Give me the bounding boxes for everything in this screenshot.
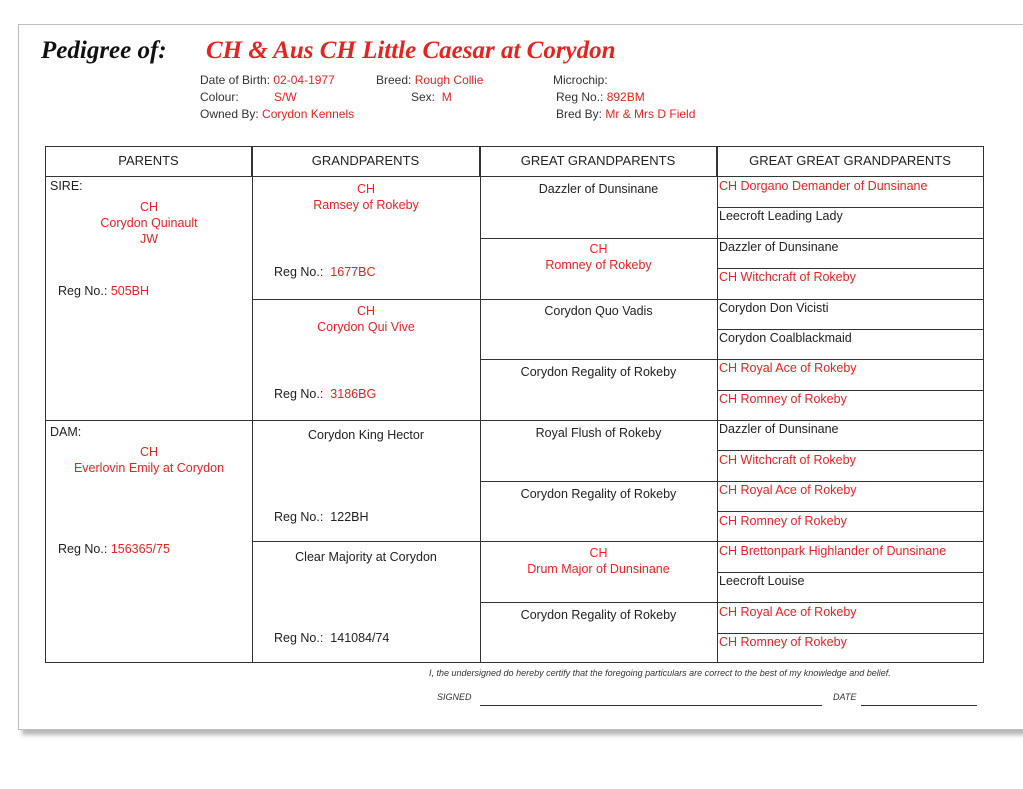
great-grandparent-1-name: Dazzler of Dunsinane	[538, 182, 659, 196]
great-great-12: CH Romney of Rokeby	[719, 514, 847, 528]
breed-row	[376, 73, 483, 87]
great-grandparent-7-title: CH	[589, 546, 608, 560]
row-divider	[46, 420, 252, 421]
great-great-10: CH Witchcraft of Rokeby	[719, 453, 856, 467]
bred-value: Mr & Mrs D Field	[605, 107, 696, 121]
signed-label: SIGNED	[437, 692, 472, 702]
page-title-label: Pedigree of:	[41, 37, 167, 64]
header-grandparents: GRANDPARENTS	[252, 147, 480, 177]
sex-value: M	[441, 90, 452, 104]
owned-row	[200, 107, 354, 121]
grandparent-1-name: Ramsey of Rokeby	[313, 198, 419, 212]
sire-role: SIRE:	[50, 179, 83, 193]
dam-reg	[58, 541, 170, 557]
grandparent-3-reg-label: Reg No.:	[274, 510, 324, 524]
dob-label: Date of Birth:	[200, 73, 271, 87]
row-divider	[480, 299, 717, 300]
dam-reg-label: Reg No.:	[58, 542, 108, 556]
great-great-2: Leecroft Leading Lady	[719, 209, 843, 223]
row-divider	[717, 602, 983, 603]
great-great-16: CH Romney of Rokeby	[719, 635, 847, 649]
pedigree-sheet	[18, 24, 1023, 730]
grandparent-4-reg	[274, 630, 389, 646]
header-great-great-grandparents: GREAT GREAT GRANDPARENTS	[717, 147, 983, 177]
row-divider	[717, 511, 983, 512]
row-divider	[480, 481, 717, 482]
row-divider	[252, 541, 480, 542]
regno-label: Reg No.:	[556, 90, 604, 104]
bred-label: Bred By:	[556, 107, 603, 121]
colour-row	[200, 90, 239, 104]
great-grandparent-8-name: Corydon Regality of Rokeby	[520, 608, 677, 622]
row-divider	[480, 359, 717, 360]
dob-value: 02-04-1977	[273, 73, 335, 87]
grandparent-1-reg	[274, 264, 375, 280]
grandparent-1-reg-value: 1677BC	[330, 265, 376, 279]
great-great-7: CH Royal Ace of Rokeby	[719, 361, 857, 375]
row-divider	[480, 541, 717, 542]
sire-title: CH	[139, 200, 159, 214]
great-grandparent-2-name: Romney of Rokeby	[545, 258, 652, 272]
row-divider	[252, 420, 480, 421]
signature-line[interactable]	[480, 705, 822, 706]
grandparent-2-reg-label: Reg No.:	[274, 387, 324, 401]
great-great-15: CH Royal Ace of Rokeby	[719, 605, 857, 619]
row-divider	[480, 238, 717, 239]
regno-value: 892BM	[606, 90, 645, 104]
great-great-5: Corydon Don Vicisti	[719, 301, 829, 315]
grandparent-3-reg	[274, 509, 369, 525]
grandparent-4-name: Clear Majority at Corydon	[295, 550, 437, 564]
column-divider	[717, 147, 718, 662]
great-great-13: CH Brettonpark Highlander of Dunsinane	[719, 544, 947, 558]
header-great-grandparents: GREAT GRANDPARENTS	[480, 147, 717, 177]
grandparent-2-reg	[274, 386, 376, 402]
grandparent-3-reg-value: 122BH	[330, 510, 369, 524]
grandparent-4-reg-label: Reg No.:	[274, 631, 324, 645]
grandparent-1-title: CH	[356, 182, 376, 196]
great-grandparent-7-name: Drum Major of Dunsinane	[527, 562, 670, 576]
grandparent-2-name: Corydon Qui Vive	[317, 320, 415, 334]
great-great-9: Dazzler of Dunsinane	[719, 422, 839, 436]
dam-role: DAM:	[50, 425, 82, 439]
owned-value: Corydon Kennels	[262, 107, 355, 121]
sire-name: Corydon Quinault	[100, 216, 198, 230]
great-grandparent-5-name: Royal Flush of Rokeby	[535, 426, 662, 440]
dog-name-title: CH & Aus CH Little Caesar at Corydon	[206, 37, 616, 64]
breed-value: Rough Collie	[414, 73, 484, 87]
dam-reg-value: 156365/75	[110, 542, 170, 556]
pedigree-table	[45, 146, 984, 663]
colour-label: Colour:	[200, 90, 239, 104]
great-great-6: Corydon Coalblackmaid	[719, 331, 852, 345]
regno-row	[556, 90, 645, 104]
dob-row	[200, 73, 335, 87]
dam-name: Everlovin Emily at Corydon	[73, 461, 225, 475]
sire-reg-value: 505BH	[110, 284, 150, 298]
sire-reg-label: Reg No.:	[58, 284, 108, 298]
breed-label: Breed:	[376, 73, 412, 87]
date-line[interactable]	[861, 705, 977, 706]
great-great-8: CH Romney of Rokeby	[719, 392, 847, 406]
sire-suffix: JW	[139, 232, 159, 246]
header-parents: PARENTS	[46, 147, 252, 177]
sex-row	[411, 90, 452, 104]
colour-value-wrap	[274, 90, 297, 104]
dam-title: CH	[139, 445, 159, 459]
certification-text: I, the undersigned do hereby certify that the foregoing particulars are correct to the best of my knowledge and belief.	[429, 668, 891, 678]
grandparent-3-name: Corydon King Hector	[307, 428, 425, 442]
grandparent-2-title: CH	[356, 304, 376, 318]
row-divider	[480, 602, 717, 603]
great-great-1: CH Dorgano Demander of Dunsinane	[719, 179, 928, 193]
grandparent-4-reg-value: 141084/74	[330, 631, 390, 645]
great-great-14: Leecroft Louise	[719, 574, 805, 588]
column-divider	[252, 147, 253, 662]
great-great-4: CH Witchcraft of Rokeby	[719, 270, 856, 284]
grandparent-2-reg-value: 3186BG	[330, 387, 377, 401]
row-divider	[717, 541, 983, 542]
microchip-row	[553, 73, 608, 87]
great-grandparent-2-title: CH	[589, 242, 608, 256]
column-divider	[480, 147, 481, 662]
great-great-3: Dazzler of Dunsinane	[719, 240, 839, 254]
great-great-11: CH Royal Ace of Rokeby	[719, 483, 857, 497]
owned-label: Owned By:	[200, 107, 259, 121]
date-label: DATE	[833, 692, 857, 702]
sire-reg	[58, 283, 149, 299]
sex-label: Sex:	[411, 90, 436, 104]
great-grandparent-3-name: Corydon Quo Vadis	[544, 304, 653, 318]
bred-row	[556, 107, 695, 121]
microchip-label: Microchip:	[553, 73, 608, 87]
row-divider	[717, 450, 983, 451]
row-divider	[252, 299, 480, 300]
great-grandparent-4-name: Corydon Regality of Rokeby	[520, 365, 677, 379]
colour-value: S/W	[274, 90, 297, 104]
great-grandparent-6-name: Corydon Regality of Rokeby	[520, 487, 677, 501]
grandparent-1-reg-label: Reg No.:	[274, 265, 324, 279]
row-divider	[480, 420, 717, 421]
